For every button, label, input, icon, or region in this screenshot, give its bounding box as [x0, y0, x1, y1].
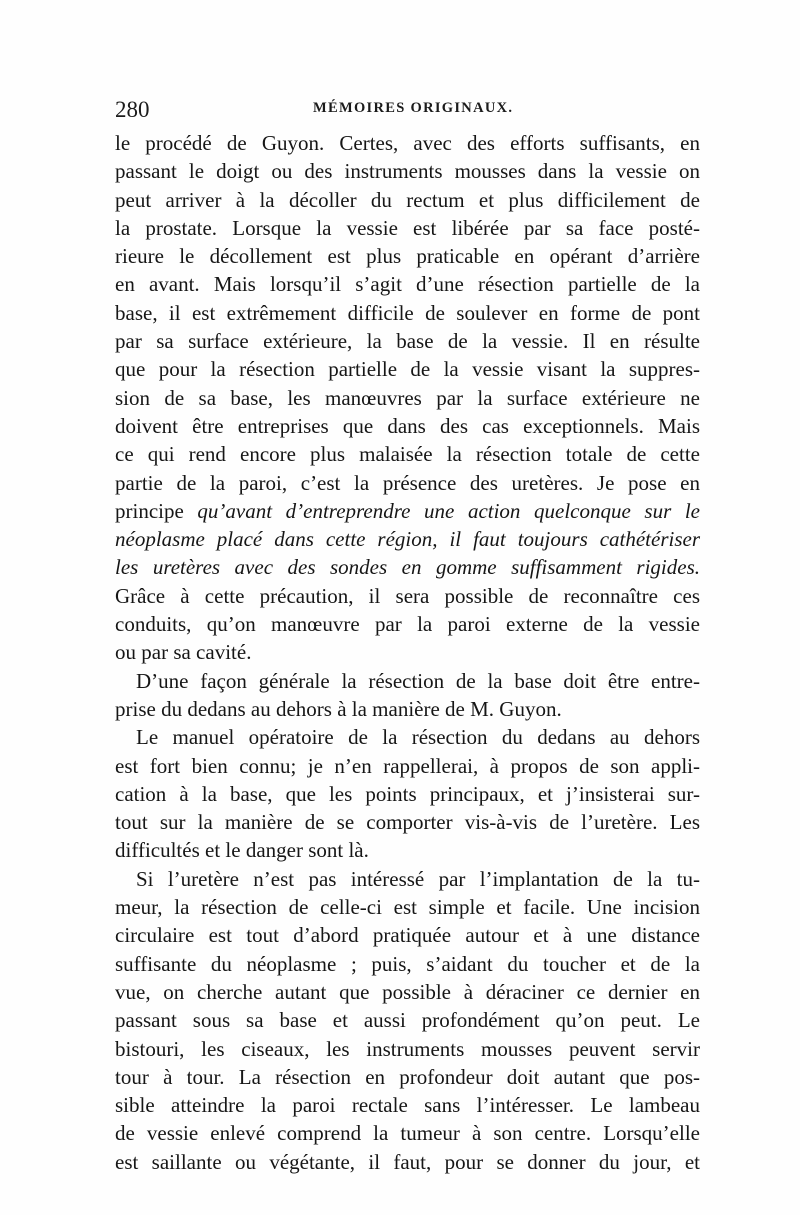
line-text: sible atteindre la paroi rectale sans l’intéresser. Le lambeau: [115, 1093, 700, 1118]
line-text: ce qui rend encore plus malaisée la résection totale de cette: [115, 442, 700, 467]
text-line: [115, 497, 700, 525]
line-text: D’une façon générale la résection de la base doit être entre-: [136, 668, 700, 693]
line-text: sion de sa base, les manœuvres par la surface extérieure ne: [115, 385, 700, 410]
line-text: la prostate. Lorsque la vessie est libérée par sa face posté-: [115, 215, 700, 240]
text-line: [115, 1063, 700, 1091]
text-line: [115, 893, 700, 921]
text-line: [115, 186, 700, 214]
text-line: [115, 1006, 700, 1034]
text-line: [115, 638, 700, 666]
line-text: cation à la base, que les points principaux, et j’insisterai sur-: [115, 781, 700, 806]
text-line: [115, 270, 700, 298]
text-line: [115, 157, 700, 185]
line-text: Si l’uretère n’est pas intéressé par l’implantation de la tu-: [136, 866, 700, 891]
line-text: ou par sa cavité.: [115, 640, 252, 665]
text-line: [115, 752, 700, 780]
line-text: passant sous sa base et aussi profondément qu’on peut. Le: [115, 1008, 700, 1033]
text-line: [115, 525, 700, 553]
line-text: circulaire est tout d’abord pratiquée autour et à une distance: [115, 923, 700, 948]
text-line: [115, 865, 700, 893]
text-line: [115, 1091, 700, 1119]
line-text: partie de la paroi, c’est la présence des uretères. Je pose en: [115, 470, 700, 495]
text-line: [115, 1035, 700, 1063]
text-line: [115, 808, 700, 836]
line-text: difficultés et le danger sont là.: [115, 838, 369, 863]
text-line: [115, 723, 700, 751]
text-line: [115, 780, 700, 808]
italic-text: qu’avant d’entreprendre une action quelconque sur le: [197, 498, 701, 523]
line-text: passant le doigt ou des instruments mousses dans la vessie on: [115, 159, 700, 184]
text-line: [115, 921, 700, 949]
line-text: doivent être entreprises que dans des cas exceptionnels. Mais: [115, 413, 700, 438]
text-line: [115, 553, 700, 581]
body-text: [115, 129, 700, 1176]
text-line: [115, 242, 700, 270]
line-text: Grâce à cette précaution, il sera possible de reconnaître ces: [115, 583, 700, 608]
text-line: [115, 1119, 700, 1147]
line-text: bistouri, les ciseaux, les instruments mousses peuvent servir: [115, 1036, 700, 1061]
line-text: en avant. Mais lorsqu’il s’agit d’une résection partielle de la: [115, 272, 700, 297]
text-line: [115, 129, 700, 157]
line-text: est saillante ou végétante, il faut, pour se donner du jour, et: [115, 1149, 700, 1174]
line-text: par sa surface extérieure, la base de la vessie. Il en résulte: [115, 329, 700, 354]
text-line: [115, 695, 700, 723]
text-line: [115, 214, 700, 242]
text-line: [115, 469, 700, 497]
page-header: [115, 97, 700, 123]
text-line: [115, 667, 700, 695]
page-number: 280: [115, 97, 150, 122]
text-line: [115, 327, 700, 355]
text-line: [115, 978, 700, 1006]
text-line: [115, 384, 700, 412]
line-text: est fort bien connu; je n’en rappellerai, à propos de son appli-: [115, 753, 700, 778]
line-text: tour à tour. La résection en profondeur doit autant que pos-: [115, 1064, 700, 1089]
line-text: rieure le décollement est plus praticable en opérant d’arrière: [115, 244, 700, 269]
text-line: [115, 412, 700, 440]
line-text: suffisante du néoplasme ; puis, s’aidant du toucher et de la: [115, 951, 700, 976]
text-line: [115, 1148, 700, 1176]
text-line: [115, 836, 700, 864]
line-text: que pour la résection partielle de la vessie visant la suppres-: [115, 357, 700, 382]
line-text: prise du dedans au dehors à la manière de M. Guyon.: [115, 696, 562, 721]
text-line: [115, 355, 700, 383]
line-text: principe: [115, 498, 198, 523]
line-text: conduits, qu’on manœuvre par la paroi externe de la vessie: [115, 612, 700, 637]
line-text: le procédé de Guyon. Certes, avec des efforts suffisants, en: [115, 131, 700, 155]
line-text: Le manuel opératoire de la résection du dedans au dehors: [136, 725, 700, 750]
text-line: [115, 440, 700, 468]
text-line: [115, 299, 700, 327]
line-text: les uretères avec des sondes en gomme suffisamment rigides.: [115, 555, 700, 580]
text-line: [115, 950, 700, 978]
line-text: de vessie enlevé comprend la tumeur à son centre. Lorsqu’elle: [115, 1121, 700, 1146]
line-text: base, il est extrêmement difficile de soulever en forme de pont: [115, 300, 700, 325]
line-text: vue, on cherche autant que possible à déraciner ce dernier en: [115, 979, 700, 1004]
line-text: néoplasme placé dans cette région, il faut toujours cathétériser: [115, 527, 700, 552]
line-text: tout sur la manière de se comporter vis-à-vis de l’uretère. Les: [115, 810, 700, 835]
text-line: [115, 582, 700, 610]
running-head: MÉMOIRES ORIGINAUX.: [313, 100, 514, 116]
line-text: meur, la résection de celle-ci est simple et facile. Une incision: [115, 895, 700, 920]
line-text: peut arriver à la décoller du rectum et plus difficilement de: [115, 187, 700, 212]
text-line: [115, 610, 700, 638]
